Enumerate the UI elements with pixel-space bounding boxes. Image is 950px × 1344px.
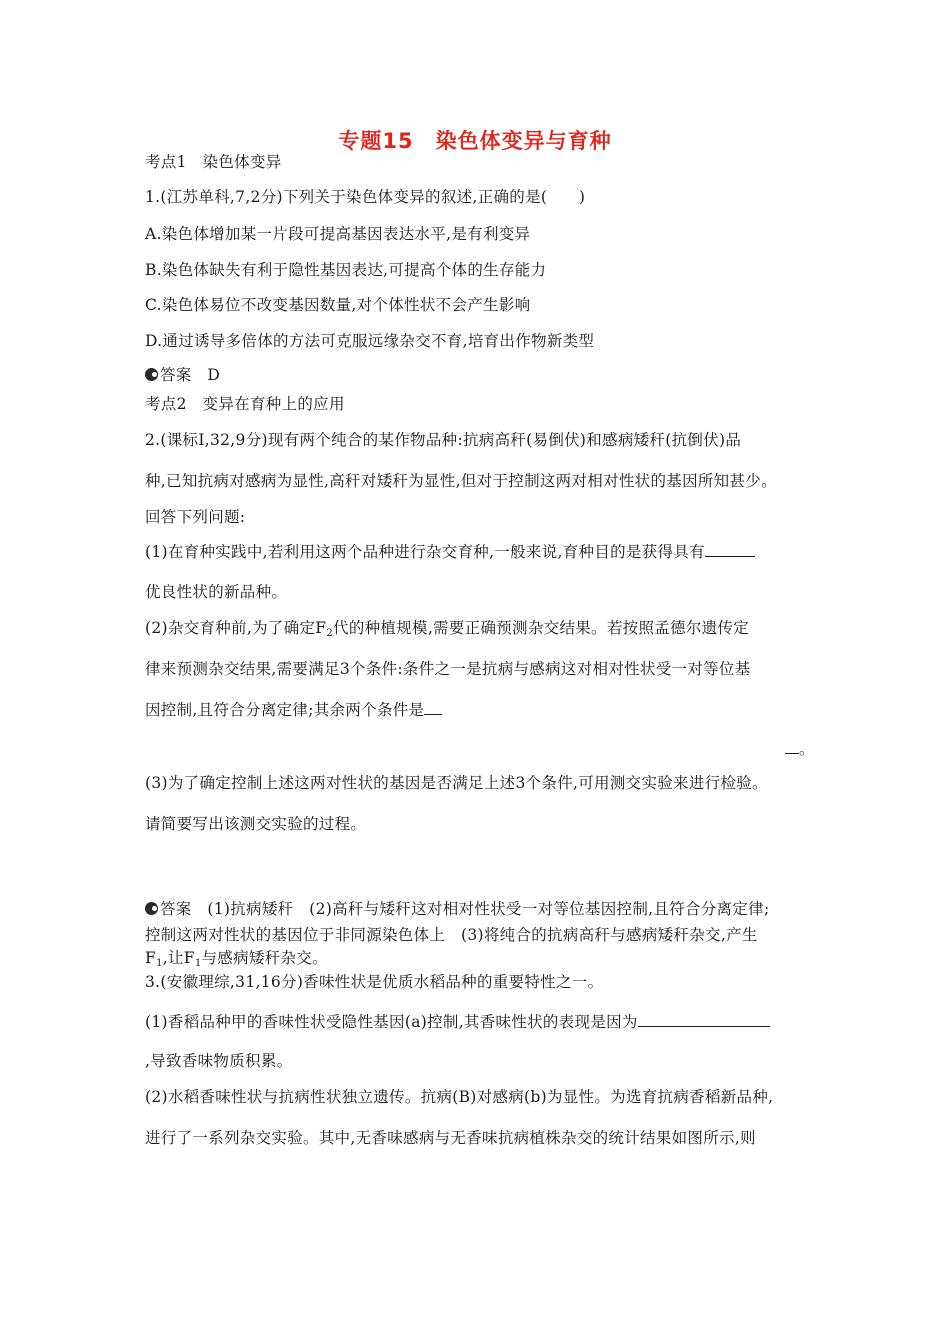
answer-blank[interactable]: [638, 1012, 770, 1027]
q2-part2-line3: [145, 700, 442, 720]
q3-part2-line1: (2)水稻香味性状与抗病性状独立遗传。抗病(B)对感病(b)为显性。为选育抗病香稻新品种,: [145, 1088, 774, 1106]
q1-option-a: A.染色体增加某一片段可提高基因表达水平,是有利变异: [145, 225, 531, 243]
answer-blank-end[interactable]: [785, 739, 799, 754]
q2-part1-line2: 优良性状的新品种。: [145, 583, 288, 601]
section-heading-1: 考点1 染色体变异: [145, 153, 282, 171]
q2-part1-line1: [145, 542, 755, 562]
answer-blank[interactable]: [424, 700, 442, 715]
q1-answer-text: 答案 D: [160, 366, 221, 384]
subscript: 1: [194, 958, 202, 969]
q3-stem: 3.(安徽理综,31,16分)香味性状是优质水稻品种的重要特性之一。: [145, 973, 604, 991]
q3-part2-line2: 进行了一系列杂交实验。其中,无香味感病与无香味抗病植株杂交的统计结果如图所示,则: [145, 1129, 756, 1147]
page-title: 专题15 染色体变异与育种: [338, 129, 612, 153]
q1-answer: [145, 365, 220, 385]
period: 。: [799, 740, 815, 758]
q2-answer-line3: [145, 948, 328, 968]
answer-icon: [145, 368, 158, 381]
subscript: 1: [156, 958, 163, 969]
q2-part2-text-b: 代的种植规模,需要正确预测杂交结果。若按照孟德尔遗传定: [333, 619, 750, 637]
answer-icon: [145, 902, 158, 915]
q3-part1-text: (1)香稻品种甲的香味性状受隐性基因(a)控制,其香味性状的表现是因为: [145, 1013, 638, 1031]
text: 与感病矮秆杂交。: [201, 949, 328, 967]
q2-stem-line3: 回答下列问题:: [145, 508, 246, 526]
answer-blank[interactable]: [705, 542, 755, 557]
q1-option-d: D.通过诱导多倍体的方法可克服远缘杂交不育,培育出作物新类型: [145, 332, 595, 350]
q3-part1-line1: [145, 1012, 770, 1032]
q2-part2-line1: [145, 618, 749, 638]
q2-part3-line1: (3)为了确定控制上述这两对性状的基因是否满足上述3个条件,可用测交实验来进行检验。: [145, 774, 768, 792]
text: ,让F: [162, 949, 195, 967]
q2-answer-line2: 控制这两对性状的基因位于非同源染色体上 (3)将纯合的抗病高秆与感病矮秆杂交,产生: [145, 926, 758, 944]
q2-part2-text-a: (2)杂交育种前,为了确定F: [145, 619, 327, 637]
q2-answer-line1: [145, 899, 769, 919]
f-letter: F: [145, 949, 157, 967]
q1-option-c: C.染色体易位不改变基因数量,对个体性状不会产生影响: [145, 296, 531, 314]
q2-part3-line2: 请简要写出该测交实验的过程。: [145, 815, 367, 833]
q3-part1-line2: ,导致香味物质积累。: [145, 1052, 293, 1070]
subscript: 2: [326, 628, 334, 639]
q2-stem-line2: 种,已知抗病对感病为显性,高秆对矮秆为显性,但对于控制这两对相对性状的基因所知甚少。: [145, 472, 777, 490]
q1-stem: 1.(江苏单科,7,2分)下列关于染色体变异的叙述,正确的是( ): [145, 188, 586, 206]
q2-part2-line4: [785, 739, 815, 759]
q2-answer-text-1: 答案 (1)抗病矮秆 (2)高秆与矮秆这对相对性状受一对等位基因控制,且符合分离定律;: [160, 900, 770, 918]
q1-option-b: B.染色体缺失有利于隐性基因表达,可提高个体的生存能力: [145, 261, 547, 279]
q2-stem-line1: 2.(课标Ⅰ,32,9分)现有两个纯合的某作物品种:抗病高秆(易倒伏)和感病矮秆(抗倒伏)品: [145, 431, 742, 449]
q2-part2-text-c: 因控制,且符合分离定律;其余两个条件是: [145, 701, 425, 719]
q2-part2-line2: 律来预测杂交结果,需要满足3个条件:条件之一是抗病与感病这对相对性状受一对等位基: [145, 660, 751, 678]
q2-part1-text: (1)在育种实践中,若利用这两个品种进行杂交育种,一般来说,育种目的是获得具有: [145, 543, 705, 561]
section-heading-2: 考点2 变异在育种上的应用: [145, 395, 345, 413]
